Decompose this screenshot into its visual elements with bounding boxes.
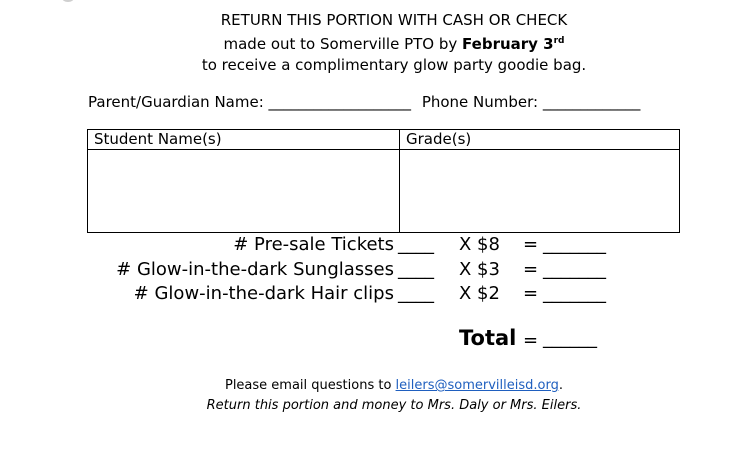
item-label: # Pre-sale Tickets [233, 234, 394, 255]
total-blank[interactable]: ______ [543, 328, 597, 349]
header-line-2 [0, 31, 730, 55]
footer-line-2: Return this portion and money to Mrs. Daly or Mrs. Eilers. [206, 398, 582, 413]
grade-header: Grade(s) [406, 130, 472, 148]
item-label: # Glow-in-the-dark Hair clips [133, 283, 394, 304]
item-quantity-blank[interactable]: ____ [398, 259, 434, 280]
item-price: X $8 [459, 234, 500, 255]
grade-cell[interactable] [400, 150, 679, 233]
contact-fields [88, 93, 640, 111]
order-item-row [0, 259, 730, 283]
parent-name-field[interactable]: Parent/Guardian Name: ___________________ [88, 93, 412, 111]
item-subtotal-blank[interactable]: _______ [543, 283, 606, 304]
corner-mark [62, 0, 74, 2]
item-subtotal-blank[interactable]: _______ [543, 259, 606, 280]
email-link[interactable]: leilers@somervilleisd.org [395, 378, 559, 393]
form-header [0, 10, 730, 76]
student-name-cell[interactable] [88, 150, 399, 233]
item-equals: = [523, 283, 539, 304]
footer-line-1 [0, 376, 730, 396]
item-price: X $2 [459, 283, 500, 304]
item-equals: = [523, 234, 539, 255]
total-row [0, 326, 730, 356]
header-line-3: to receive a complimentary glow party goodie bag. [201, 56, 587, 74]
header-line-2-prefix: made out to Somerville PTO by [223, 35, 463, 53]
student-table [87, 129, 680, 233]
order-item-row [0, 234, 730, 258]
item-equals: = [523, 259, 539, 280]
deadline-date-suffix: rd [553, 36, 565, 46]
total-label: Total [459, 326, 517, 350]
header-line-1: RETURN THIS PORTION WITH CASH OR CHECK [220, 11, 568, 29]
deadline-date: February 3 [462, 35, 554, 53]
order-item-row [0, 283, 730, 307]
footer-email-suffix: . [558, 378, 563, 393]
phone-number-field[interactable]: Phone Number: _____________ [421, 93, 641, 111]
item-quantity-blank[interactable]: ____ [398, 283, 434, 304]
footer-email-prefix: Please email questions to [224, 378, 396, 393]
item-quantity-blank[interactable]: ____ [398, 234, 434, 255]
total-equals: = [523, 330, 539, 351]
student-name-header: Student Name(s) [94, 130, 222, 148]
item-price: X $3 [459, 259, 500, 280]
item-label: # Glow-in-the-dark Sunglasses [116, 259, 394, 280]
item-subtotal-blank[interactable]: _______ [543, 234, 606, 255]
form-footer [0, 376, 730, 416]
